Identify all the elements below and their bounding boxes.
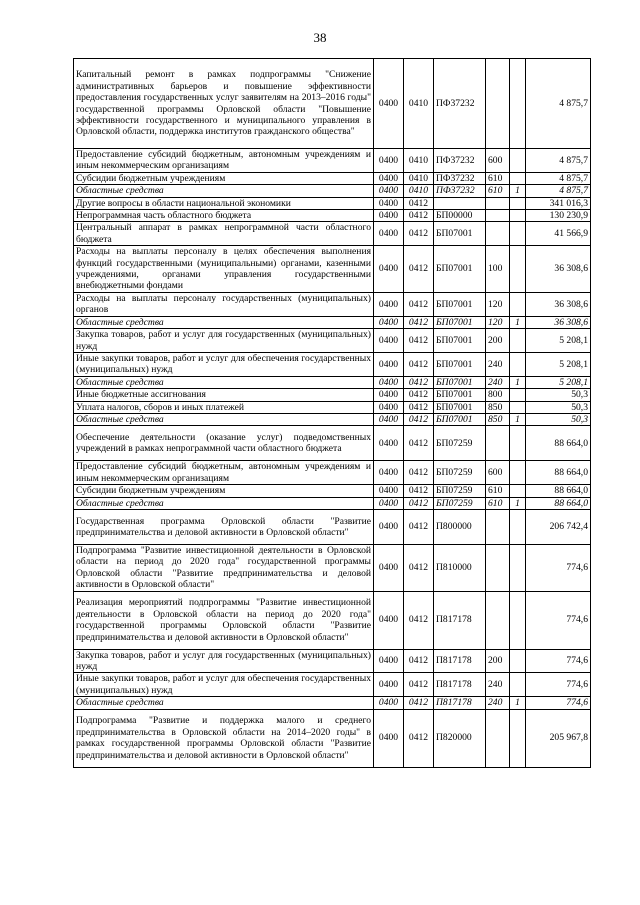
row-name-cell: Расходы на выплаты персоналу в целях обеспечения выполнения функций государственными (муниципальными) органами, казенными учреждениями, органами управления государственными внебюджетными фондами bbox=[74, 246, 374, 293]
expense-type-cell: 800 bbox=[486, 389, 510, 401]
funding-source-cell: 1 bbox=[510, 316, 526, 328]
table-row bbox=[74, 352, 591, 376]
row-name-cell: Иные закупки товаров, работ и услуг для обеспечения государственных (муниципальных) нужд bbox=[74, 352, 374, 376]
funding-source-cell bbox=[510, 222, 526, 246]
row-name-cell: Обеспечение деятельности (оказание услуг) подведомственных учреждений в рамках непрограммной части областного бюджета bbox=[74, 426, 374, 461]
subsection-code-cell: 0410 bbox=[404, 149, 434, 173]
expense-type-cell: 240 bbox=[486, 376, 510, 388]
table-row bbox=[74, 673, 591, 697]
section-code-cell: 0400 bbox=[374, 59, 404, 149]
row-name-cell: Реализация мероприятий подпрограммы "Развитие инвестиционной деятельности в Орловской области на период до 2020 года" государственной программы Орловской области "Развитие предпринимательства и деловой активности в Орловской области" bbox=[74, 591, 374, 649]
subsection-code-cell: 0410 bbox=[404, 172, 434, 184]
funding-source-cell bbox=[510, 329, 526, 353]
expense-type-cell: 240 bbox=[486, 673, 510, 697]
row-name-cell: Подпрограмма "Развитие и поддержка малого и среднего предпринимательства в Орловской области на 2014–2020 годы" в рамках государственной программы Орловской области "Развитие предпринимательства и деловой активности в Орловской области" bbox=[74, 709, 374, 767]
section-code-cell: 0400 bbox=[374, 649, 404, 673]
subsection-code-cell: 0412 bbox=[404, 401, 434, 413]
funding-source-cell bbox=[510, 649, 526, 673]
table-row bbox=[74, 316, 591, 328]
expense-type-cell: 600 bbox=[486, 461, 510, 485]
amount-cell: 205 967,8 bbox=[526, 709, 591, 767]
funding-source-cell bbox=[510, 426, 526, 461]
section-code-cell: 0400 bbox=[374, 316, 404, 328]
expense-type-cell: 120 bbox=[486, 316, 510, 328]
expense-type-cell bbox=[486, 426, 510, 461]
expense-type-cell bbox=[486, 197, 510, 209]
funding-source-cell bbox=[510, 673, 526, 697]
funding-source-cell bbox=[510, 292, 526, 316]
funding-source-cell bbox=[510, 401, 526, 413]
expense-type-cell bbox=[486, 210, 510, 222]
row-name-cell: Субсидии бюджетным учреждениям bbox=[74, 485, 374, 497]
row-name-cell: Областные средства bbox=[74, 413, 374, 425]
section-code-cell: 0400 bbox=[374, 413, 404, 425]
funding-source-cell bbox=[510, 197, 526, 209]
expense-type-cell bbox=[486, 509, 510, 544]
section-code-cell: 0400 bbox=[374, 185, 404, 197]
section-code-cell: 0400 bbox=[374, 497, 404, 509]
target-article-cell: БП07259 bbox=[434, 461, 486, 485]
expense-type-cell: 240 bbox=[486, 697, 510, 709]
target-article-cell: П810000 bbox=[434, 544, 486, 591]
table-row bbox=[74, 210, 591, 222]
target-article-cell: ПФ37232 bbox=[434, 185, 486, 197]
table-row bbox=[74, 246, 591, 293]
amount-cell: 774,6 bbox=[526, 544, 591, 591]
table-row bbox=[74, 197, 591, 209]
amount-cell: 41 566,9 bbox=[526, 222, 591, 246]
amount-cell: 50,3 bbox=[526, 413, 591, 425]
row-name-cell: Областные средства bbox=[74, 185, 374, 197]
funding-source-cell bbox=[510, 544, 526, 591]
table-row bbox=[74, 376, 591, 388]
expense-type-cell: 610 bbox=[486, 485, 510, 497]
row-name-cell: Уплата налогов, сборов и иных платежей bbox=[74, 401, 374, 413]
table-row bbox=[74, 544, 591, 591]
funding-source-cell bbox=[510, 591, 526, 649]
expense-type-cell: 200 bbox=[486, 329, 510, 353]
amount-cell: 341 016,3 bbox=[526, 197, 591, 209]
amount-cell: 130 230,9 bbox=[526, 210, 591, 222]
expense-type-cell: 120 bbox=[486, 292, 510, 316]
table-row bbox=[74, 509, 591, 544]
expense-type-cell bbox=[486, 222, 510, 246]
subsection-code-cell: 0412 bbox=[404, 329, 434, 353]
funding-source-cell bbox=[510, 509, 526, 544]
amount-cell: 88 664,0 bbox=[526, 485, 591, 497]
target-article-cell: БП07001 bbox=[434, 376, 486, 388]
funding-source-cell bbox=[510, 246, 526, 293]
target-article-cell: БП07001 bbox=[434, 329, 486, 353]
row-name-cell: Непрограммная часть областного бюджета bbox=[74, 210, 374, 222]
amount-cell: 4 875,7 bbox=[526, 172, 591, 184]
amount-cell: 5 208,1 bbox=[526, 329, 591, 353]
subsection-code-cell: 0412 bbox=[404, 709, 434, 767]
expense-type-cell: 100 bbox=[486, 246, 510, 293]
amount-cell: 36 308,6 bbox=[526, 292, 591, 316]
amount-cell: 88 664,0 bbox=[526, 461, 591, 485]
funding-source-cell: 1 bbox=[510, 413, 526, 425]
amount-cell: 4 875,7 bbox=[526, 185, 591, 197]
target-article-cell: П800000 bbox=[434, 509, 486, 544]
funding-source-cell bbox=[510, 210, 526, 222]
funding-source-cell bbox=[510, 352, 526, 376]
row-name-cell: Предоставление субсидий бюджетным, автономным учреждениям и иным некоммерческим организациям bbox=[74, 461, 374, 485]
row-name-cell: Предоставление субсидий бюджетным, автономным учреждениям и иным некоммерческим организациям bbox=[74, 149, 374, 173]
funding-source-cell bbox=[510, 172, 526, 184]
section-code-cell: 0400 bbox=[374, 461, 404, 485]
target-article-cell: П817178 bbox=[434, 649, 486, 673]
table-row bbox=[74, 485, 591, 497]
subsection-code-cell: 0412 bbox=[404, 509, 434, 544]
expense-type-cell: 600 bbox=[486, 149, 510, 173]
table-row bbox=[74, 401, 591, 413]
table-row bbox=[74, 697, 591, 709]
subsection-code-cell: 0412 bbox=[404, 413, 434, 425]
funding-source-cell bbox=[510, 709, 526, 767]
amount-cell: 4 875,7 bbox=[526, 59, 591, 149]
section-code-cell: 0400 bbox=[374, 401, 404, 413]
subsection-code-cell: 0412 bbox=[404, 426, 434, 461]
table-row bbox=[74, 222, 591, 246]
section-code-cell: 0400 bbox=[374, 697, 404, 709]
subsection-code-cell: 0412 bbox=[404, 591, 434, 649]
expense-type-cell: 200 bbox=[486, 649, 510, 673]
target-article-cell: П817178 bbox=[434, 697, 486, 709]
amount-cell: 36 308,6 bbox=[526, 316, 591, 328]
subsection-code-cell: 0412 bbox=[404, 222, 434, 246]
target-article-cell: БП07001 bbox=[434, 401, 486, 413]
subsection-code-cell: 0412 bbox=[404, 697, 434, 709]
subsection-code-cell: 0410 bbox=[404, 185, 434, 197]
target-article-cell bbox=[434, 197, 486, 209]
subsection-code-cell: 0412 bbox=[404, 210, 434, 222]
table-row bbox=[74, 172, 591, 184]
funding-source-cell bbox=[510, 149, 526, 173]
section-code-cell: 0400 bbox=[374, 376, 404, 388]
table-row bbox=[74, 413, 591, 425]
subsection-code-cell: 0412 bbox=[404, 292, 434, 316]
section-code-cell: 0400 bbox=[374, 426, 404, 461]
expense-type-cell bbox=[486, 591, 510, 649]
table-row bbox=[74, 497, 591, 509]
table-row bbox=[74, 591, 591, 649]
expense-type-cell: 610 bbox=[486, 172, 510, 184]
table-row bbox=[74, 149, 591, 173]
amount-cell: 4 875,7 bbox=[526, 149, 591, 173]
table-row bbox=[74, 185, 591, 197]
amount-cell: 774,6 bbox=[526, 673, 591, 697]
subsection-code-cell: 0412 bbox=[404, 544, 434, 591]
subsection-code-cell: 0412 bbox=[404, 461, 434, 485]
amount-cell: 50,3 bbox=[526, 401, 591, 413]
expense-type-cell bbox=[486, 544, 510, 591]
row-name-cell: Областные средства bbox=[74, 316, 374, 328]
subsection-code-cell: 0412 bbox=[404, 485, 434, 497]
amount-cell: 774,6 bbox=[526, 649, 591, 673]
amount-cell: 5 208,1 bbox=[526, 352, 591, 376]
funding-source-cell bbox=[510, 389, 526, 401]
row-name-cell: Областные средства bbox=[74, 497, 374, 509]
amount-cell: 206 742,4 bbox=[526, 509, 591, 544]
row-name-cell: Иные бюджетные ассигнования bbox=[74, 389, 374, 401]
target-article-cell: БП07259 bbox=[434, 485, 486, 497]
row-name-cell: Областные средства bbox=[74, 697, 374, 709]
funding-source-cell bbox=[510, 461, 526, 485]
section-code-cell: 0400 bbox=[374, 509, 404, 544]
target-article-cell: ПФ37232 bbox=[434, 172, 486, 184]
subsection-code-cell: 0412 bbox=[404, 316, 434, 328]
target-article-cell: БП07001 bbox=[434, 352, 486, 376]
amount-cell: 36 308,6 bbox=[526, 246, 591, 293]
table-row bbox=[74, 649, 591, 673]
row-name-cell: Закупка товаров, работ и услуг для государственных (муниципальных) нужд bbox=[74, 649, 374, 673]
expense-type-cell bbox=[486, 709, 510, 767]
expense-type-cell: 610 bbox=[486, 185, 510, 197]
section-code-cell: 0400 bbox=[374, 246, 404, 293]
subsection-code-cell: 0412 bbox=[404, 352, 434, 376]
target-article-cell: П817178 bbox=[434, 591, 486, 649]
budget-table bbox=[73, 58, 591, 768]
section-code-cell: 0400 bbox=[374, 709, 404, 767]
section-code-cell: 0400 bbox=[374, 329, 404, 353]
subsection-code-cell: 0412 bbox=[404, 649, 434, 673]
funding-source-cell bbox=[510, 485, 526, 497]
funding-source-cell: 1 bbox=[510, 185, 526, 197]
expense-type-cell: 610 bbox=[486, 497, 510, 509]
row-name-cell: Закупка товаров, работ и услуг для государственных (муниципальных) нужд bbox=[74, 329, 374, 353]
target-article-cell: БП07001 bbox=[434, 222, 486, 246]
section-code-cell: 0400 bbox=[374, 149, 404, 173]
table-row bbox=[74, 389, 591, 401]
expense-type-cell: 850 bbox=[486, 401, 510, 413]
row-name-cell: Государственная программа Орловской области "Развитие предпринимательства и деловой активности в Орловской области" bbox=[74, 509, 374, 544]
page-number: 38 bbox=[313, 30, 327, 45]
amount-cell: 88 664,0 bbox=[526, 426, 591, 461]
target-article-cell: БП07001 bbox=[434, 389, 486, 401]
subsection-code-cell: 0412 bbox=[404, 497, 434, 509]
target-article-cell: ПФ37232 bbox=[434, 149, 486, 173]
target-article-cell: БП07001 bbox=[434, 246, 486, 293]
subsection-code-cell: 0410 bbox=[404, 59, 434, 149]
table-row bbox=[74, 426, 591, 461]
target-article-cell: БП07001 bbox=[434, 316, 486, 328]
section-code-cell: 0400 bbox=[374, 352, 404, 376]
amount-cell: 50,3 bbox=[526, 389, 591, 401]
section-code-cell: 0400 bbox=[374, 292, 404, 316]
section-code-cell: 0400 bbox=[374, 485, 404, 497]
target-article-cell: БП07001 bbox=[434, 292, 486, 316]
row-name-cell: Центральный аппарат в рамках непрограммной части областного бюджета bbox=[74, 222, 374, 246]
target-article-cell: БП07259 bbox=[434, 497, 486, 509]
section-code-cell: 0400 bbox=[374, 673, 404, 697]
row-name-cell: Субсидии бюджетным учреждениям bbox=[74, 172, 374, 184]
section-code-cell: 0400 bbox=[374, 389, 404, 401]
expense-type-cell: 240 bbox=[486, 352, 510, 376]
target-article-cell: П820000 bbox=[434, 709, 486, 767]
row-name-cell: Подпрограмма "Развитие инвестиционной деятельности в Орловской области на период до 2020 года" государственной программы Орловской области "Развитие предпринимательства и деловой активности в Орловской области" bbox=[74, 544, 374, 591]
amount-cell: 88 664,0 bbox=[526, 497, 591, 509]
table-body bbox=[74, 59, 591, 768]
row-name-cell: Расходы на выплаты персоналу государственных (муниципальных) органов bbox=[74, 292, 374, 316]
subsection-code-cell: 0412 bbox=[404, 376, 434, 388]
target-article-cell: П817178 bbox=[434, 673, 486, 697]
target-article-cell: БП07001 bbox=[434, 413, 486, 425]
target-article-cell: ПФ37232 bbox=[434, 59, 486, 149]
section-code-cell: 0400 bbox=[374, 544, 404, 591]
row-name-cell: Областные средства bbox=[74, 376, 374, 388]
expense-type-cell bbox=[486, 59, 510, 149]
table-row bbox=[74, 59, 591, 149]
funding-source-cell: 1 bbox=[510, 697, 526, 709]
subsection-code-cell: 0412 bbox=[404, 197, 434, 209]
section-code-cell: 0400 bbox=[374, 172, 404, 184]
expense-type-cell: 850 bbox=[486, 413, 510, 425]
row-name-cell: Другие вопросы в области национальной экономики bbox=[74, 197, 374, 209]
table-row bbox=[74, 461, 591, 485]
section-code-cell: 0400 bbox=[374, 197, 404, 209]
row-name-cell: Иные закупки товаров, работ и услуг для обеспечения государственных (муниципальных) нужд bbox=[74, 673, 374, 697]
funding-source-cell: 1 bbox=[510, 497, 526, 509]
amount-cell: 5 208,1 bbox=[526, 376, 591, 388]
subsection-code-cell: 0412 bbox=[404, 246, 434, 293]
subsection-code-cell: 0412 bbox=[404, 673, 434, 697]
amount-cell: 774,6 bbox=[526, 697, 591, 709]
section-code-cell: 0400 bbox=[374, 222, 404, 246]
funding-source-cell bbox=[510, 59, 526, 149]
section-code-cell: 0400 bbox=[374, 591, 404, 649]
funding-source-cell: 1 bbox=[510, 376, 526, 388]
row-name-cell: Капитальный ремонт в рамках подпрограммы "Снижение административных барьеров и повышение эффективности предоставления государственных услуг заявителям на 2013–2016 годы" государственной программы Орловской области "Повышение эффективности государственного и муниципального управления в Орловской области, поддержка институтов гражданского общества" bbox=[74, 59, 374, 149]
table-row bbox=[74, 292, 591, 316]
section-code-cell: 0400 bbox=[374, 210, 404, 222]
subsection-code-cell: 0412 bbox=[404, 389, 434, 401]
target-article-cell: БП00000 bbox=[434, 210, 486, 222]
table-row bbox=[74, 709, 591, 767]
target-article-cell: БП07259 bbox=[434, 426, 486, 461]
table-row bbox=[74, 329, 591, 353]
amount-cell: 774,6 bbox=[526, 591, 591, 649]
